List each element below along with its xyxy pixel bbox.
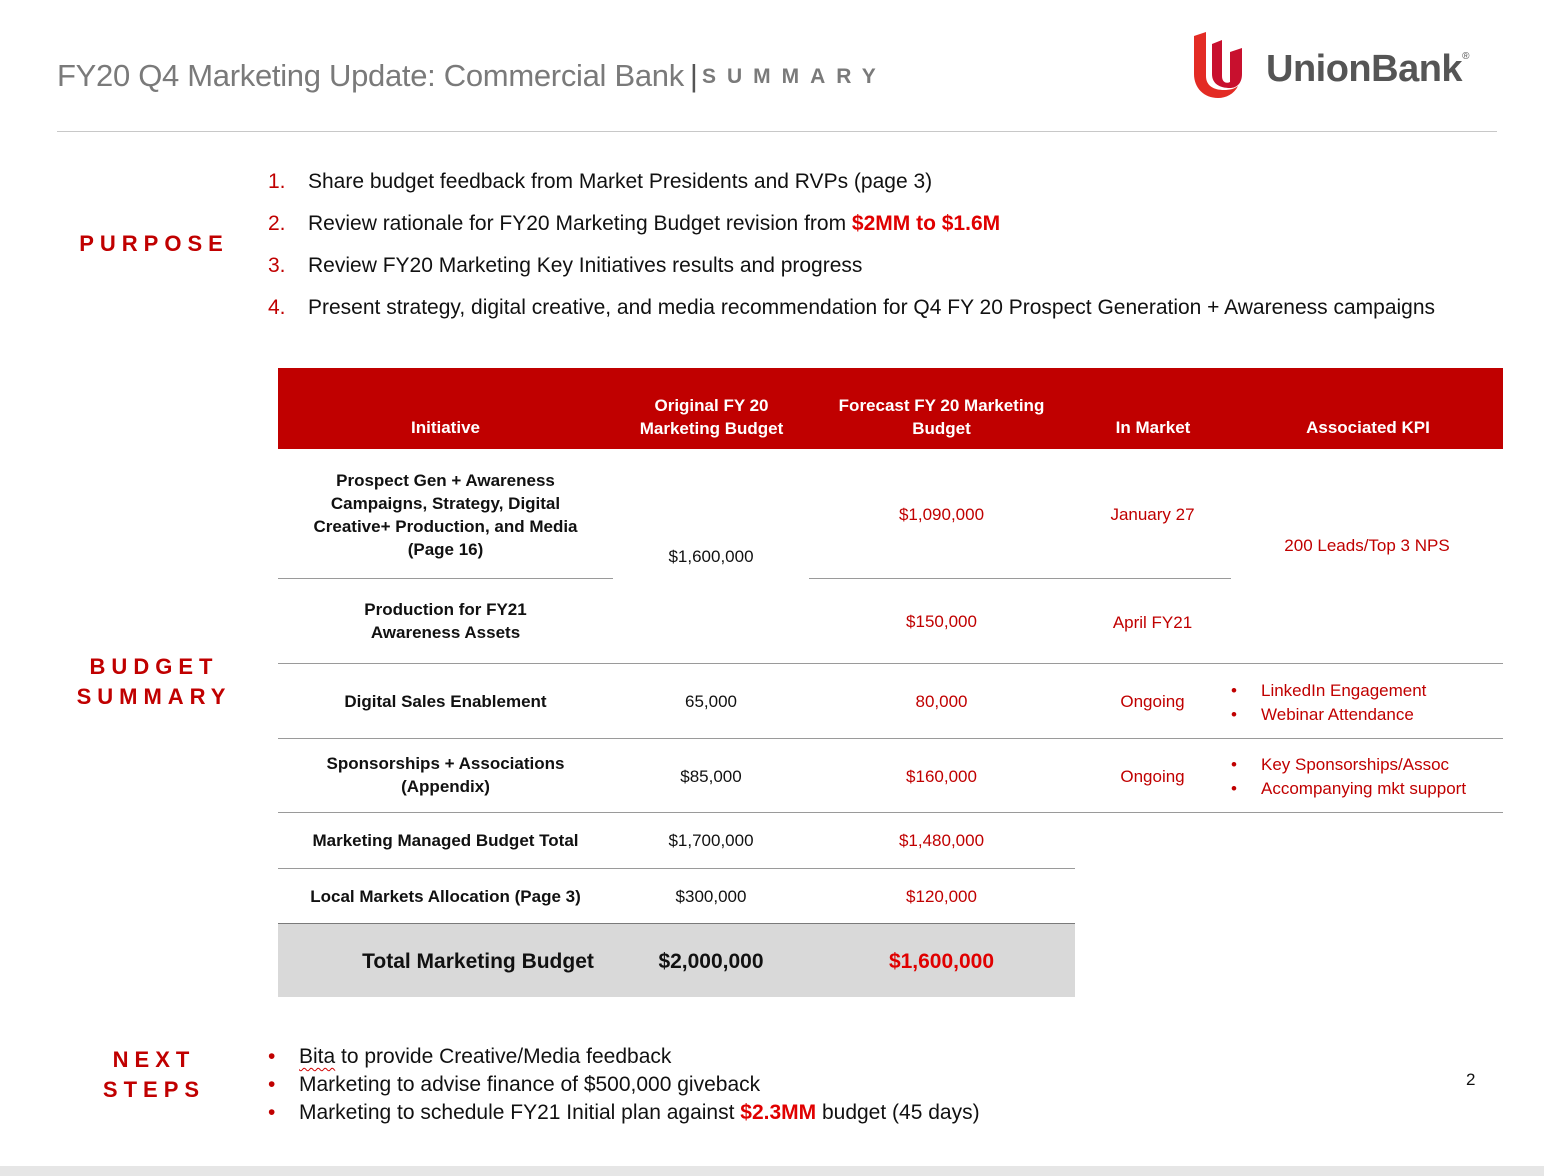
kpi-item <box>1231 703 1426 727</box>
next-step-item-3 <box>268 1101 980 1125</box>
step-text: Marketing to advise finance of $500,000 giveback <box>299 1073 761 1096</box>
original-local-markets: $300,000 <box>675 887 747 906</box>
row-divider <box>278 578 613 579</box>
in-market-production: April FY21 <box>1112 613 1193 632</box>
step-text: to provide Creative/Media feedback <box>335 1045 672 1068</box>
bullet-icon: • <box>268 1073 276 1096</box>
next-step-item-2 <box>268 1073 760 1097</box>
total-divider <box>278 923 1075 924</box>
title-subtitle: SUMMARY <box>701 65 887 88</box>
title-text: FY20 Q4 Marketing Update: Commercial Bank <box>57 58 684 93</box>
budget-summary-label <box>66 652 242 712</box>
next-steps-line-2: STEPS <box>102 1077 206 1102</box>
bottom-bar <box>0 1166 1544 1176</box>
purpose-item-3 <box>268 254 862 278</box>
purpose-number: 4. <box>268 296 286 319</box>
row-divider <box>809 578 1231 579</box>
step-text: Marketing to schedule FY21 Initial plan against <box>299 1101 741 1124</box>
original-sponsorships: $85,000 <box>680 767 742 786</box>
logo-registered-mark: ® <box>1462 51 1469 62</box>
page-number: 2 <box>1466 1070 1476 1089</box>
slide-title <box>57 58 887 94</box>
step-text-end: budget (45 days) <box>816 1101 980 1124</box>
forecast-sponsorships: $160,000 <box>906 767 977 786</box>
kpi-text: Accompanying mkt support <box>1261 779 1467 798</box>
title-separator: | <box>689 58 698 93</box>
header-initiative: Initiative <box>411 418 480 437</box>
purpose-number: 1. <box>268 170 286 193</box>
original-managed-total: $1,700,000 <box>668 831 754 850</box>
initiative-line: Creative+ Production, and Media <box>313 517 578 536</box>
initiative-total: Total Marketing Budget <box>362 950 594 973</box>
union-bank-logo <box>1190 30 1510 100</box>
in-market-sponsorships: Ongoing <box>1120 767 1185 786</box>
initiative-line: Prospect Gen + Awareness <box>336 471 555 490</box>
kpi-item <box>1231 753 1466 777</box>
purpose-label: PURPOSE <box>79 231 229 256</box>
initiative-local-markets: Local Markets Allocation (Page 3) <box>310 887 581 906</box>
initiative-prospect-gen <box>278 452 613 578</box>
original-merged-budget: $1,600,000 <box>668 547 754 566</box>
header-forecast-line-2: Budget <box>912 419 971 438</box>
bullet-icon: • <box>1231 681 1237 700</box>
forecast-managed-total: $1,480,000 <box>898 831 985 850</box>
step-name-misspelled: Bita <box>299 1045 336 1068</box>
kpi-text: LinkedIn Engagement <box>1261 681 1427 700</box>
kpi-merged: 200 Leads/Top 3 NPS <box>1284 536 1450 555</box>
logo-name: UnionBank <box>1266 48 1463 90</box>
kpi-text: Webinar Attendance <box>1261 705 1414 724</box>
kpi-item <box>1231 777 1466 801</box>
row-divider <box>278 868 1075 869</box>
logo-wordmark <box>1266 48 1469 91</box>
forecast-total: $1,600,000 <box>888 950 995 973</box>
original-digital-sales: 65,000 <box>685 692 737 711</box>
budget-label-line-1: BUDGET <box>89 654 219 679</box>
header-original-line-2: Marketing Budget <box>639 419 784 438</box>
initiative-line: (Appendix) <box>401 777 490 796</box>
purpose-item-2 <box>268 212 1000 236</box>
header-forecast-line-1: Forecast FY 20 Marketing <box>838 396 1045 415</box>
row-divider <box>278 812 1503 813</box>
kpi-item <box>1231 679 1426 703</box>
purpose-text: Review FY20 Marketing Key Initiatives results and progress <box>308 254 863 277</box>
initiative-managed-total: Marketing Managed Budget Total <box>312 831 579 850</box>
purpose-number: 3. <box>268 254 286 277</box>
forecast-local-markets: $120,000 <box>906 887 977 906</box>
initiative-line: Awareness Assets <box>370 623 521 642</box>
purpose-text: Share budget feedback from Market Presidents and RVPs (page 3) <box>308 170 933 193</box>
header-forecast-budget <box>810 394 1073 440</box>
next-steps-line-1: NEXT <box>112 1047 196 1072</box>
header-original-line-1: Original FY 20 <box>654 396 769 415</box>
purpose-item-1 <box>268 170 932 194</box>
forecast-digital-sales: 80,000 <box>915 692 968 711</box>
step-highlight: $2.3MM <box>740 1101 817 1124</box>
initiative-digital-sales: Digital Sales Enablement <box>344 692 547 711</box>
initiative-line: Production for FY21 <box>364 600 527 619</box>
bullet-icon: • <box>1231 779 1237 798</box>
in-market-digital-sales: Ongoing <box>1120 692 1185 711</box>
header-original-budget <box>613 394 810 440</box>
union-bank-mark-icon <box>1190 30 1250 100</box>
bullet-icon: • <box>268 1045 276 1068</box>
row-divider <box>278 738 1503 739</box>
header-divider <box>57 131 1497 132</box>
forecast-production: $150,000 <box>906 612 977 631</box>
purpose-item-4 <box>268 296 1435 320</box>
next-step-item-1 <box>268 1045 671 1069</box>
header-associated-kpi: Associated KPI <box>1306 418 1430 437</box>
initiative-line: Sponsorships + Associations <box>326 754 565 773</box>
budget-label-line-2: SUMMARY <box>76 684 232 709</box>
initiative-line: Campaigns, Strategy, Digital <box>330 494 561 513</box>
purpose-text: Review rationale for FY20 Marketing Budget revision from <box>308 212 852 235</box>
next-steps-label <box>80 1045 228 1105</box>
kpi-digital-sales <box>1231 679 1426 727</box>
initiative-line: (Page 16) <box>407 540 484 559</box>
header-in-market: In Market <box>1115 418 1191 437</box>
initiative-production <box>278 598 613 644</box>
initiative-sponsorships <box>278 752 613 798</box>
row-divider <box>278 663 1503 664</box>
kpi-sponsorships <box>1231 753 1466 801</box>
forecast-prospect-gen: $1,090,000 <box>898 505 985 524</box>
bullet-icon: • <box>1231 705 1237 724</box>
budget-table-header <box>278 368 1503 449</box>
kpi-text: Key Sponsorships/Assoc <box>1261 755 1450 774</box>
bullet-icon: • <box>1231 755 1237 774</box>
purpose-text: Present strategy, digital creative, and media recommendation for Q4 FY 20 Prospect Generation + Awareness campaigns <box>308 296 1436 319</box>
original-total: $2,000,000 <box>658 950 764 973</box>
in-market-prospect-gen: January 27 <box>1110 505 1195 524</box>
bullet-icon: • <box>268 1101 276 1124</box>
purpose-number: 2. <box>268 212 286 235</box>
purpose-highlight: $2MM to $1.6M <box>851 212 1001 235</box>
